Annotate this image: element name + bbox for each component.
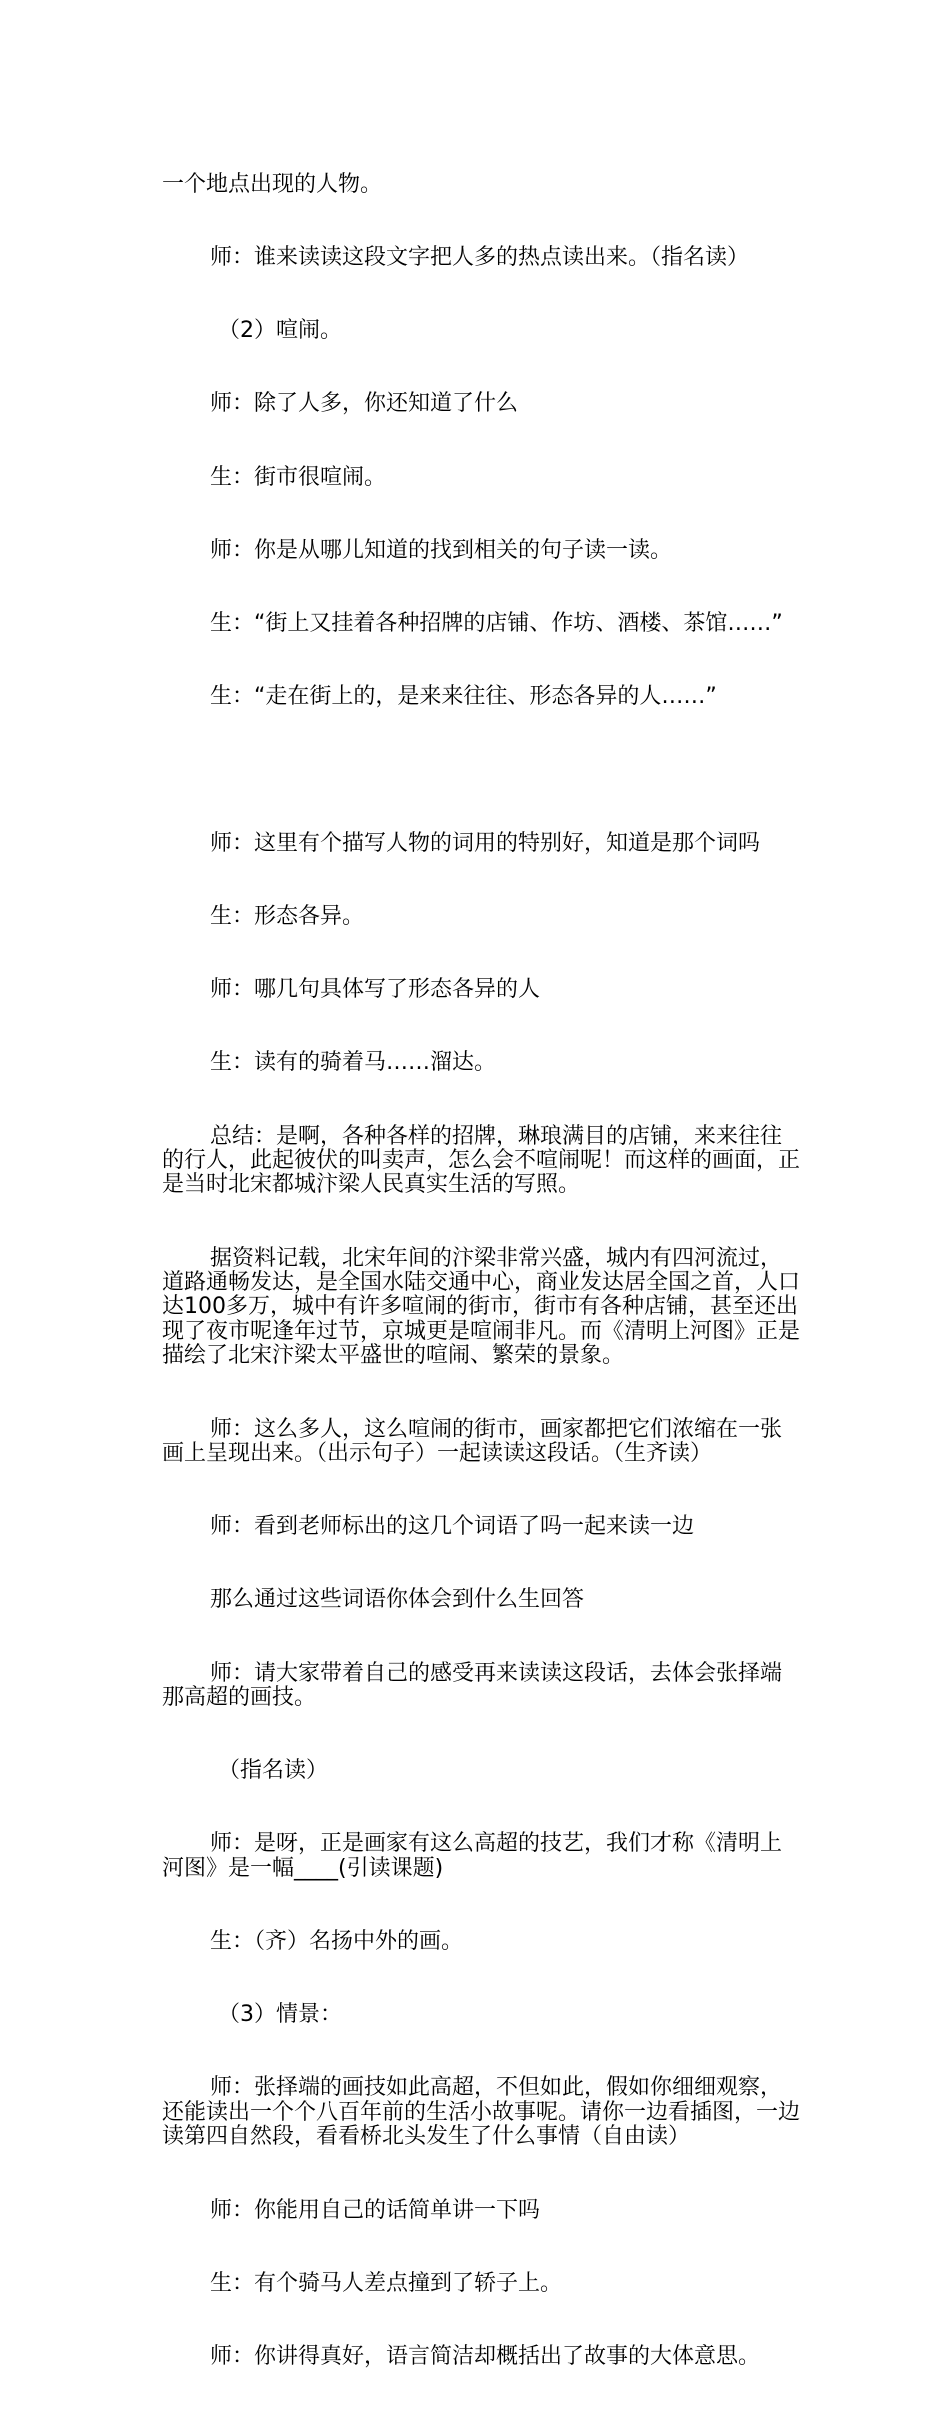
paragraph: 师：这么多人，这么喧闹的街市，画家都把它们浓缩在一张画上呈现出来。（出示句子）一起读读这段话。（生齐读） <box>162 1416 783 1466</box>
paragraph: 师：请大家带着自己的感受再来读读这段话，去体会张择端那高超的画技。 <box>162 1660 783 1710</box>
paragraph: 师：你讲得真好，语言简洁却概括出了故事的大体意思。 <box>210 2343 761 2369</box>
paragraph: 生：（齐）名扬中外的画。 <box>210 1929 464 1955</box>
paragraph: （指名读） <box>218 1758 329 1784</box>
paragraph: 一个地点出现的人物。 <box>162 171 383 197</box>
paragraph: 师：哪几句具体写了形态各异的人 <box>210 977 541 1003</box>
paragraph: 师：看到老师标出的这几个词语了吗一起来读一边 <box>210 1514 695 1540</box>
paragraph: 师：张择端的画技如此高超，不但如此，假如你细细观察，还能读出一个个八百年前的生活小故事呢。请你一边看插图，一边读第四自然段，看看桥北头发生了什么事情（自由读） <box>162 2075 801 2150</box>
paragraph: 生：形态各异。 <box>210 903 365 929</box>
paragraph: 生：街市很喧闹。 <box>210 464 387 490</box>
paragraph: 师：除了人多，你还知道了什么 <box>210 391 519 417</box>
paragraph: （3）情景： <box>218 2002 342 2028</box>
paragraph: 师：你是从哪儿知道的找到相关的句子读一读。 <box>210 537 673 563</box>
paragraph: 师：谁来读读这段文字把人多的热点读出来。（指名读） <box>210 245 750 271</box>
blank-line <box>162 759 802 783</box>
paragraph: 总结：是啊，各种各样的招牌，琳琅满目的店铺，来来往往的行人，此起彼伏的叫卖声，怎么会不喧闹呢！而这样的画面，正是当时北宋都城汴梁人民真实生活的写照。 <box>162 1123 801 1198</box>
paragraph: 师：是呀，正是画家有这么高超的技艺，我们才称《清明上河图》是一幅____(引读课题) <box>162 1831 783 1881</box>
paragraph: 生：“街上又挂着各种招牌的店铺、作坊、酒楼、茶馆……” <box>210 611 783 637</box>
paragraph: 师：这里有个描写人物的词用的特别好，知道是那个词吗 <box>210 830 761 856</box>
document-body <box>162 124 802 2418</box>
paragraph: 生：“走在街上的，是来来往往、形态各异的人……” <box>210 684 717 710</box>
paragraph: （2）喧闹。 <box>218 318 342 344</box>
paragraph: 那么通过这些词语你体会到什么生回答 <box>210 1587 585 1613</box>
paragraph: 生：读有的骑着马……溜达。 <box>210 1050 497 1076</box>
paragraph: 生：有个骑马人差点撞到了轿子上。 <box>210 2270 563 2296</box>
paragraph: 师：你能用自己的话简单讲一下吗 <box>210 2197 541 2223</box>
paragraph: 据资料记载，北宋年间的汴梁非常兴盛，城内有四河流过，道路通畅发达，是全国水陆交通中心，商业发达居全国之首，人口达100多万，城中有许多喧闹的街市，街市有各种店铺，甚至还出现了夜市呢逢年过节，京城更是喧闹非凡。而《清明上河图》正是描绘了北宋汴梁太平盛世的喧闹、繁荣的景象。 <box>162 1245 801 1369</box>
